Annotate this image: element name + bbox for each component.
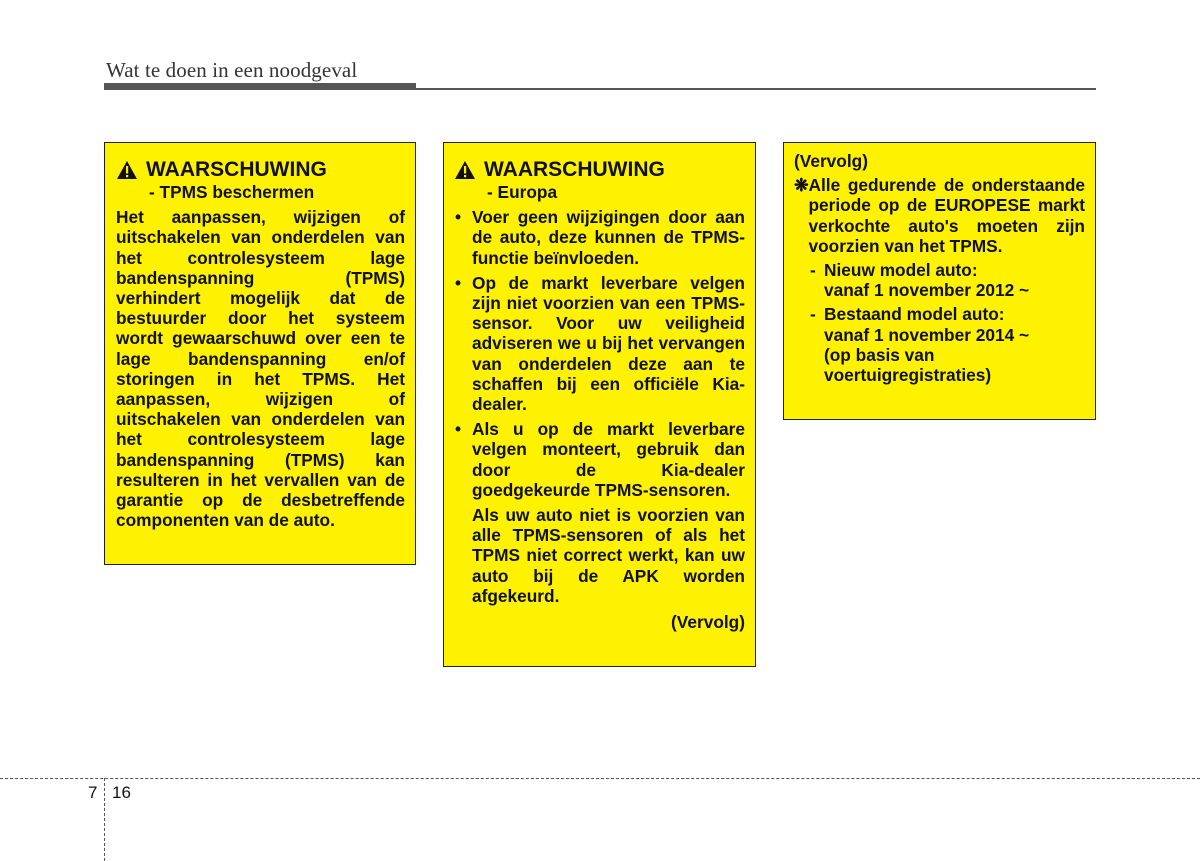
page-header-title: Wat te doen in een noodgeval [106,58,358,82]
list-item-extra: (op basis van voertuigregistraties) [824,344,992,386]
footer-divider [104,778,105,861]
list-item-text: Voer geen wijzigingen door aan de auto, deze kunnen de TPMS-functie beïnvloeden. [472,207,745,268]
info-box-continued [783,142,1096,420]
list-item-text: Als u op de markt leverbare velgen monteert, gebruik dan door de Kia-dealer goedgekeurde TPMS-sensoren. [472,419,745,500]
footer-rule [0,778,1200,779]
list-item [794,260,1085,300]
list-item [454,207,745,268]
warning-subheading: - TPMS beschermen [149,182,315,202]
dash-marker: - [810,304,816,325]
list-item-label: Nieuw model auto: [824,260,978,281]
bullet-icon: • [455,272,462,293]
list-item-detail: vanaf 1 november 2014 ~ [824,324,1030,345]
list-item [794,304,1085,385]
warning-paragraph: Als uw auto niet is voorzien van alle TPMS-sensoren of als het TPMS niet correct werkt, kan uw auto bij de APK worden afgekeurd. [472,505,745,606]
continued-label: (Vervolg) [794,151,868,171]
warning-heading [454,158,745,182]
asterisk-icon: ❋ [794,175,809,196]
warning-box-tpms-protect [104,142,416,565]
page-number: 16 [112,783,131,802]
note [794,175,1085,256]
warning-heading-text: WAARSCHUWING [146,158,327,181]
list-item-label: Bestaand model auto: [824,304,1005,325]
header-rule-thick [104,83,416,90]
note-text: Alle gedurende de onderstaande periode op de EUROPESE markt verkochte auto's moeten zijn voorzien van het TPMS. [808,175,1085,256]
bullet-icon: • [455,207,462,228]
continued-label: (Vervolg) [671,612,745,633]
warning-heading-text: WAARSCHUWING [484,158,665,181]
list-item [454,273,745,414]
dash-marker: - [810,260,816,281]
chapter-number: 7 [88,783,98,802]
warning-triangle-icon [116,160,138,180]
list-item-text: Op de markt leverbare velgen zijn niet voorzien van een TPMS-sensor. Voor uw veiligheid adviseren we u bij het vervangen van onderdelen deze aan te schaffen bij een officiële Kia-dealer. [472,272,745,415]
warning-subheading: - Europa [487,182,558,202]
warning-triangle-icon [454,160,476,180]
warning-body: Het aanpassen, wijzigen of uitschakelen van onderdelen van het controlesysteem lage bandenspanning (TPMS) verhindert mogelijk dat de bestuurder door het systeem wordt gewaarschuwd over een te lage bandenspanning en/of storingen in het TPMS. Het aanpassen, wijzigen of uitschakelen van onderdelen van het controlesysteem lage bandenspanning (TPMS) kan resulteren in het vervallen van de garantie op de desbetreffende componenten van de auto. [116,207,405,531]
bullet-icon: • [455,419,462,440]
warning-box-europe [443,142,756,667]
header-rule-thin [416,88,1096,90]
warning-heading [116,158,405,182]
list-item-detail: vanaf 1 november 2012 ~ [824,280,1030,301]
list-item [454,419,745,500]
